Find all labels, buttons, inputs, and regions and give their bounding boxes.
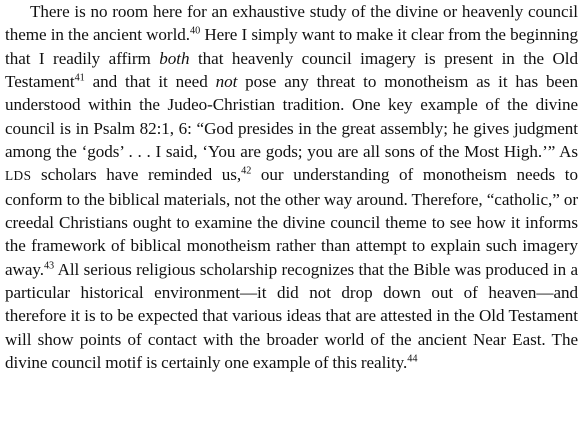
text-segment: our understanding of monotheism needs to conform to the biblical materials, not the other way around. Therefore, “catholic,” or creedal Christians ought to examine the divine council theme to see how it informs the framework of biblical monotheism rather than attempt to explain such imagery away. bbox=[5, 165, 578, 279]
text-segment: scholars have reminded us, bbox=[31, 165, 242, 185]
text-segment: All serious religious scholarship recognizes that the Bible was produced in a particular historical environment—it did not drop down out of heaven—and therefore it is to be expected that various ideas that are attested in the Old Testament will show points of contact with the broader world of the ancient Near East. The divine council motif is certainly one example of this reality. bbox=[5, 259, 578, 373]
text-segment: Here I simply want to make it clear from the beginning that I readily affirm bbox=[5, 25, 579, 68]
text-segment: There is no room here for an exhaustive study of the divine or heavenly council theme in the ancient world. bbox=[5, 2, 578, 45]
text-segment: pose any threat to monotheism as it has been understood within the Judeo-Christian tradition. One key example of the divine council is in Psalm 82:1, 6: “God presides in the great assembly; he gives judgment among the ‘gods’ . . . I said, ‘You are gods; you are all sons of the Most High.’” As bbox=[5, 72, 579, 162]
footnote-ref-40: 40 bbox=[190, 25, 201, 37]
small-caps-lds: LDS bbox=[5, 168, 32, 184]
body-paragraph bbox=[5, 0, 578, 375]
footnote-ref-43: 43 bbox=[43, 260, 55, 272]
text-segment: that heavenly council imagery is present in the Old Testament bbox=[5, 48, 578, 92]
emphasis-both: both bbox=[159, 48, 190, 68]
footnote-ref-44: 44 bbox=[407, 353, 418, 365]
text-segment: and that it need bbox=[84, 72, 216, 92]
footnote-ref-42: 42 bbox=[241, 166, 252, 178]
emphasis-not: not bbox=[215, 72, 238, 92]
footnote-ref-41: 41 bbox=[74, 72, 85, 84]
